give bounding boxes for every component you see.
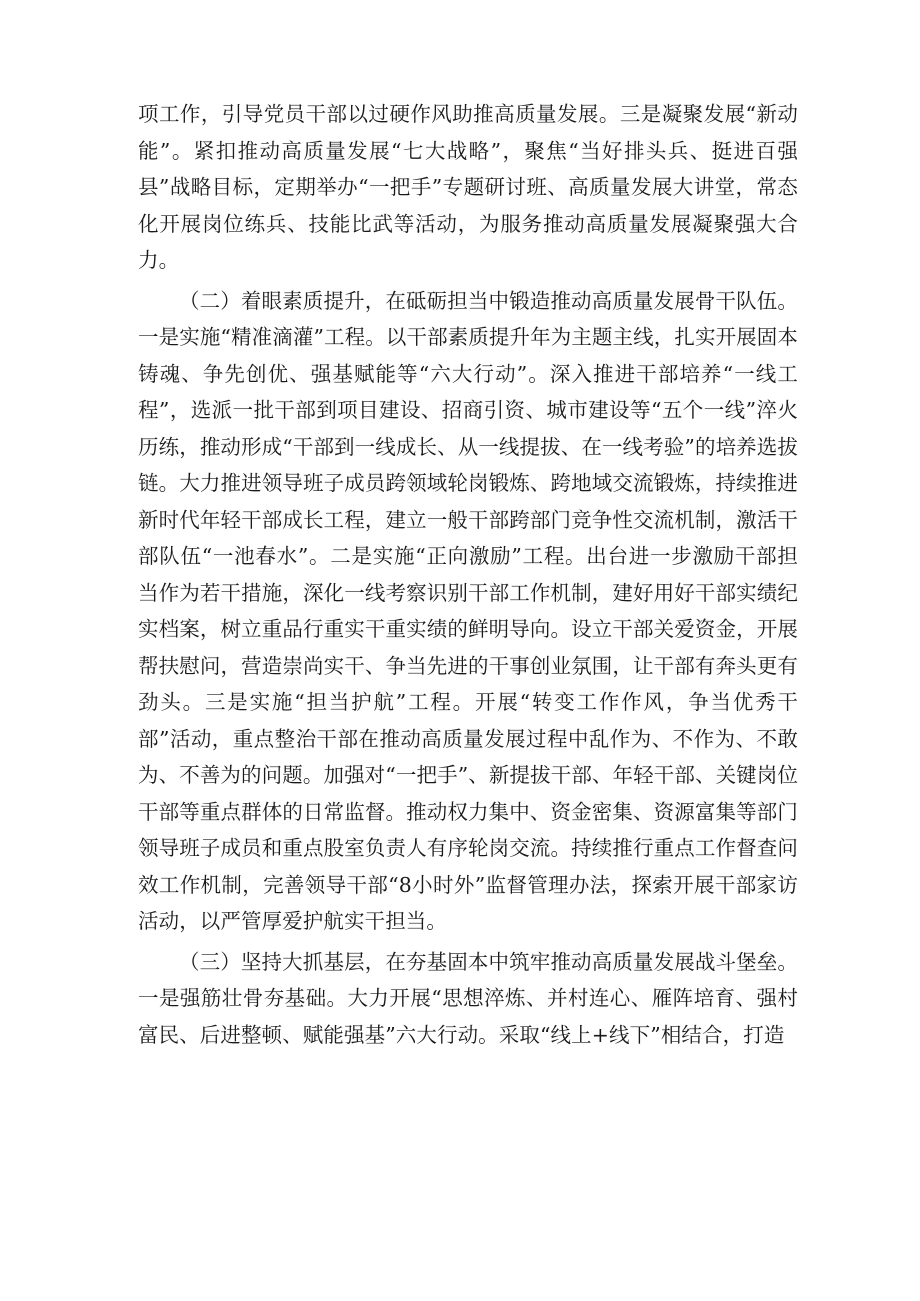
paragraph-section-three <box>138 944 798 1054</box>
document-body <box>138 96 798 1057</box>
paragraph-text: 项工作，引导党员干部以过硬作风助推高质量发展。三是凝聚发展“新动能”。紧扣推动高质量发展“七大战略”，聚焦“当好排头兵、挺进百强县”战略目标，定期举办“一把手”专题研讨班、高质量发展大讲堂，常态化开展岗位练兵、技能比武等活动，为服务推动高质量发展凝聚强大合力。 <box>138 102 798 272</box>
paragraph-text: （三）坚持大抓基层，在夯基固本中筑牢推动高质量发展战斗堡垒。一是强筋壮骨夯基础。大力开展“思想淬炼、并村连心、雁阵培育、强村富民、后进整顿、赋能强基”六大行动。采取“线上+线下”相结合，打造 <box>138 949 798 1047</box>
paragraph-continuation <box>138 96 798 279</box>
paragraph-text: （二）着眼素质提升，在砥砺担当中锻造推动高质量发展骨干队伍。一是实施“精准滴灌”工程。以干部素质提升年为主题主线，扎实开展固本铸魂、争先创优、强基赋能等“六大行动”。深入推进干部培养“一线工程”，选派一批干部到项目建设、招商引资、城市建设等“五个一线”淬火历练，推动形成“干部到一线成长、从一线提拔、在一线考验”的培养选拔链。大力推进领导班子成员跨领域轮岗锻炼、跨地域交流锻炼，持续推进新时代年轻干部成长工程，建立一般干部跨部门竞争性交流机制，激活干部队伍“一池春水”。二是实施“正向激励”工程。出台进一步激励干部担当作为若干措施，深化一线考察识别干部工作机制，建好用好干部实绩纪实档案，树立重品行重实干重实绩的鲜明导向。设立干部关爱资金，开展帮扶慰问，营造崇尚实干、争当先进的干事创业氛围，让干部有奔头更有劲头。三是实施“担当护航”工程。开展“转变工作作风，争当优秀干部”活动，重点整治干部在推动高质量发展过程中乱作为、不作为、不敢为、不善为的问题。加强对“一把手”、新提拔干部、年轻干部、关键岗位干部等重点群体的日常监督。推动权力集中、资金密集、资源富集等部门领导班子成员和重点股室负责人有序轮岗交流。持续推行重点工作督查问效工作机制，完善领导干部“8小时外”监督管理办法，探索开展干部家访活动，以严管厚爱护航实干担当。 <box>138 288 798 933</box>
paragraph-section-two <box>138 283 798 940</box>
